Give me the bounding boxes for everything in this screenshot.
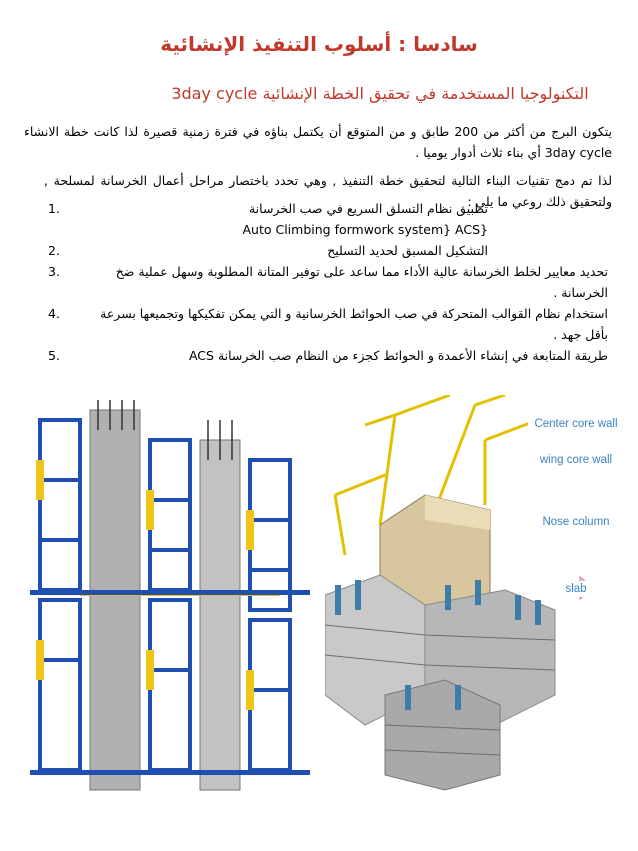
subtitle-arabic: التكنولوجيا المستخدمة في تحقيق الخطة الإنشائية — [262, 84, 589, 103]
climbing-formwork-image — [20, 400, 320, 800]
lead-paragraph: لذا تم دمج تقنيات البناء التالية لتحقيق خطة التنفيذ , وهي تحدد باختصار مراحل أعمال الخرسانة لمسلحة , ولتحقيق ذلك روعي ما يلي : — [44, 172, 612, 209]
list-item — [48, 261, 608, 303]
list-item — [48, 240, 488, 261]
list-item-number: 3. — [48, 264, 60, 279]
label-center-core-wall: Center core wall — [528, 416, 624, 432]
subtitle-english: 3day cycle — [171, 84, 258, 103]
label-nose-column: Nose column — [528, 514, 624, 530]
intro-paragraph: يتكون البرج من أكثر من 200 طابق و من المتوقع أن يكتمل بناؤه في فترة زمنية قصيرة لذا كانت خطة الانشاء 3day cycle أي بناء ثلاث أدوار يوميا . — [24, 123, 612, 160]
list-item — [48, 198, 488, 240]
list-item-number: 1. — [48, 201, 60, 216]
list-item — [48, 303, 608, 345]
list-item-text-secondary: Auto Climbing formwork system} ACS} — [242, 222, 488, 237]
techniques-list — [48, 198, 608, 366]
subtitle — [150, 84, 610, 103]
label-slab: slab — [528, 581, 624, 597]
list-item-text: تحديد معايير لخلط الخرسانة عالية الأداء مما ساعد على توفير المتانة المطلوبة وسهل عملية ضخ الخرسانة . — [115, 264, 608, 300]
list-item-number: 5. — [48, 348, 60, 363]
list-item-text: التشكيل المسبق لحديد التسليح — [327, 243, 488, 258]
list-item-text: طريقة المتابعة في إنشاء الأعمدة و الحوائط كجزء من النظام صب الخرسانة ACS — [188, 348, 608, 363]
list-item-number: 4. — [48, 306, 60, 321]
list-item-text: تطبيق نظام التسلق السريع في صب الخرسانة — [248, 201, 488, 216]
page-title: سادسا : أسلوب التنفيذ الإنشائية — [160, 32, 478, 56]
list-item-number: 2. — [48, 243, 60, 258]
list-item-text: استخدام نظام القوالب المتحركة في صب الحوائط الخرسانية و التي يمكن تفكيكها وتجميعها بسرعة بأقل جهد . — [100, 306, 608, 342]
list-item — [48, 345, 608, 366]
label-wing-core-wall: wing core wall — [528, 452, 624, 468]
